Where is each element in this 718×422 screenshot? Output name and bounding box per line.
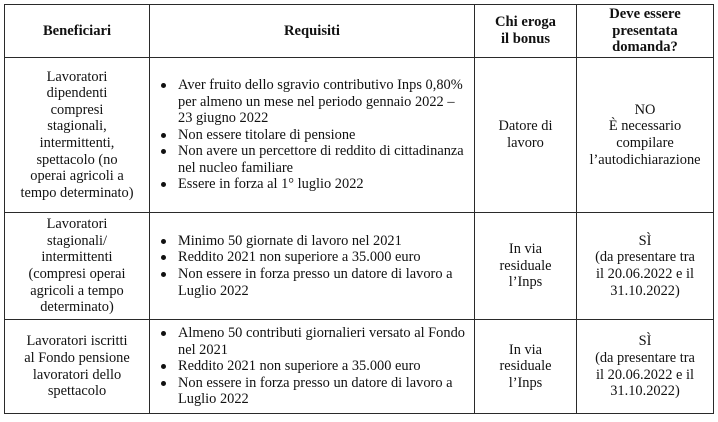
requisito-text: Reddito 2021 non superiore a 35.000 euro	[178, 358, 421, 375]
beneficiari-text: Lavoratori iscritti al Fondo pensione lavoratori dello spettacolo	[24, 333, 130, 400]
requisito-text: Aver fruito dello sgravio contributivo Inps 0,80% per almeno un mese nel periodo gennaio 2022 – 23 giugno 2022	[178, 76, 463, 127]
list-item	[158, 77, 470, 127]
table-row	[5, 320, 714, 414]
list-item	[158, 266, 470, 299]
bonus-requirements-table	[4, 4, 714, 414]
requisiti-list	[150, 325, 474, 408]
requisiti-cell	[150, 213, 475, 320]
requisiti-cell	[150, 320, 475, 414]
beneficiari-text: Lavoratori stagionali/ intermittenti (compresi operai agricoli a tempo determinato)	[28, 216, 126, 316]
domanda-cell	[577, 213, 714, 320]
bullet-icon	[161, 182, 166, 187]
header-beneficiari: Beneficiari	[5, 5, 150, 58]
chi-eroga-text: In via residuale l’Inps	[499, 341, 552, 391]
chi-eroga-cell	[475, 58, 577, 213]
bullet-icon	[161, 381, 166, 386]
chi-eroga-cell	[475, 213, 577, 320]
header-domanda: Deve essere presentata domanda?	[577, 5, 714, 58]
bullet-icon	[161, 331, 166, 336]
domanda-cell	[577, 320, 714, 414]
list-item	[158, 176, 470, 193]
beneficiari-cell	[5, 58, 150, 213]
requisito-text: Essere in forza al 1° luglio 2022	[178, 176, 364, 193]
beneficiari-cell	[5, 320, 150, 414]
chi-eroga-cell	[475, 320, 577, 414]
beneficiari-cell	[5, 213, 150, 320]
bullet-icon	[161, 149, 166, 154]
requisito-text: Almeno 50 contributi giornalieri versato al Fondo nel 2021	[178, 325, 465, 358]
table-row	[5, 58, 714, 213]
table-row	[5, 213, 714, 320]
requisito-text: Non essere titolare di pensione	[178, 126, 356, 143]
bullet-icon	[161, 133, 166, 138]
requisito-text: Minimo 50 giornate di lavoro nel 2021	[178, 232, 402, 249]
list-item	[158, 325, 470, 358]
list-item	[158, 249, 470, 266]
requisiti-list	[150, 77, 474, 193]
bullet-icon	[161, 255, 166, 260]
requisito-text: Reddito 2021 non superiore a 35.000 euro	[178, 249, 421, 266]
list-item	[158, 127, 470, 144]
list-item	[158, 233, 470, 250]
list-item	[158, 375, 470, 408]
chi-eroga-text: Datore di lavoro	[498, 118, 553, 151]
requisito-text: Non avere un percettore di reddito di cittadinanza nel nucleo familiare	[178, 143, 464, 176]
domanda-text: SÌ (da presentare tra il 20.06.2022 e il 31.10.2022)	[595, 333, 695, 400]
bullet-icon	[161, 239, 166, 244]
header-chi-eroga: Chi eroga il bonus	[475, 5, 577, 58]
requisito-text: Non essere in forza presso un datore di lavoro a Luglio 2022	[178, 374, 453, 408]
chi-eroga-text: In via residuale l’Inps	[499, 241, 552, 291]
domanda-text: NO È necessario compilare l’autodichiarazione	[589, 101, 701, 168]
list-item	[158, 143, 470, 176]
header-row	[5, 5, 714, 58]
bullet-icon	[161, 272, 166, 277]
beneficiari-text: Lavoratori dipendenti compresi stagionali, intermittenti, spettacolo (no operai agricoli a tempo determinato)	[20, 68, 134, 201]
requisito-text: Non essere in forza presso un datore di lavoro a Luglio 2022	[178, 266, 453, 299]
requisiti-list	[150, 233, 474, 299]
header-requisiti: Requisiti	[150, 5, 475, 58]
bullet-icon	[161, 83, 166, 88]
bullet-icon	[161, 364, 166, 369]
domanda-text: SÌ (da presentare tra il 20.06.2022 e il 31.10.2022)	[595, 232, 695, 299]
requisiti-cell	[150, 58, 475, 213]
domanda-cell	[577, 58, 714, 213]
list-item	[158, 358, 470, 375]
